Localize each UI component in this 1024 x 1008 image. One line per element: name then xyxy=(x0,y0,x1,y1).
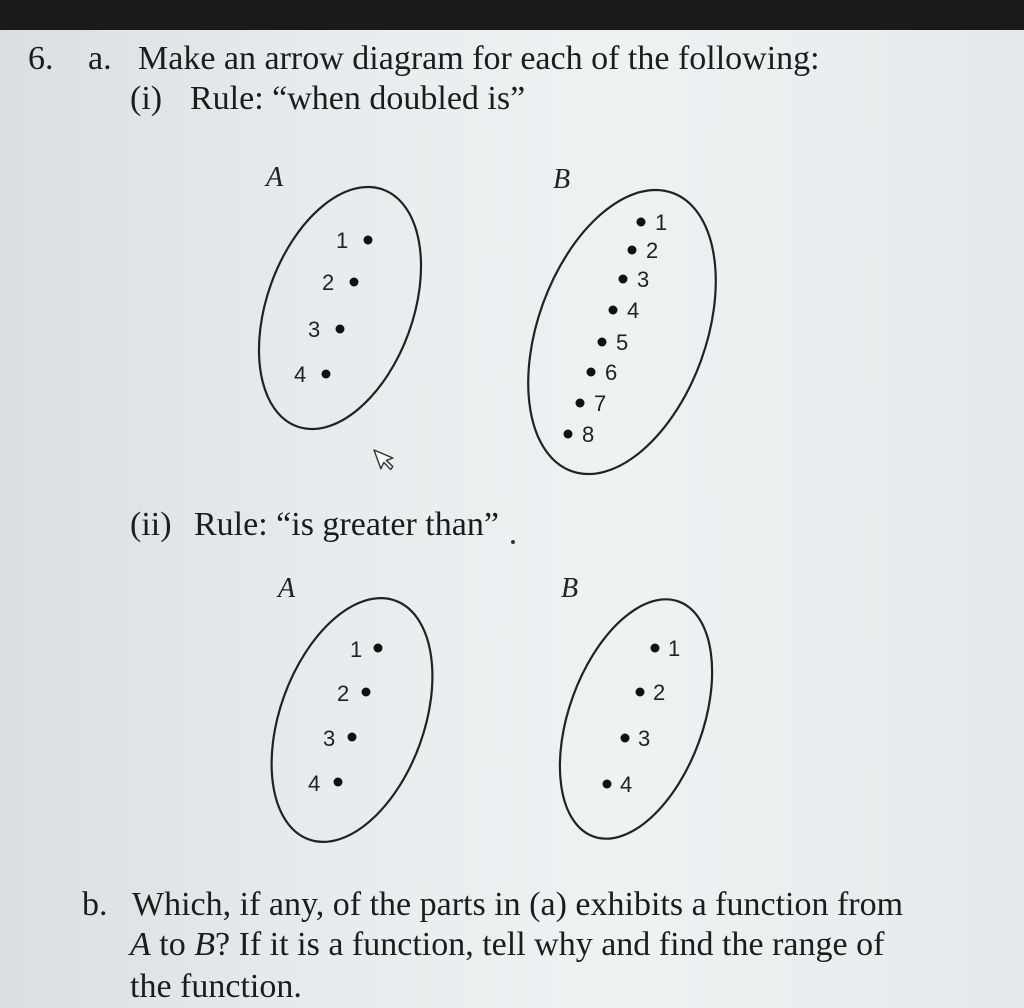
set-b-label: 4 xyxy=(620,772,633,797)
set-b-label: 1 xyxy=(668,636,681,661)
set-b-label: 3 xyxy=(638,726,651,751)
mouse-cursor-icon xyxy=(374,445,396,473)
sub-ii-label: (ii) xyxy=(130,506,172,543)
set-a-point xyxy=(334,778,343,787)
set-a-ellipse xyxy=(241,576,463,864)
set-b-point xyxy=(564,430,573,439)
set-a-point xyxy=(336,325,345,334)
set-b-point xyxy=(651,644,660,653)
part-a-prompt: Make an arrow diagram for each of the following: xyxy=(138,40,820,77)
set-a-point xyxy=(374,644,383,653)
part-b-line2-rest: ? If it is a function, tell why and find the range of xyxy=(215,926,885,963)
set-b-point xyxy=(587,368,596,377)
sub-ii-rule: Rule: “is greater than” xyxy=(194,506,499,543)
set-a-point xyxy=(350,278,359,287)
set-a-name: A xyxy=(266,162,284,193)
set-b-elements xyxy=(603,636,681,797)
sub-i-rule: Rule: “when doubled is” xyxy=(190,80,526,117)
set-b-point xyxy=(637,218,646,227)
set-b-label: 6 xyxy=(605,360,618,385)
set-b-label: 1 xyxy=(655,210,668,235)
set-b-label: 2 xyxy=(646,238,659,263)
set-b-label: 7 xyxy=(594,391,607,416)
set-a-label: 2 xyxy=(337,681,350,706)
problem-number: 6. xyxy=(28,40,54,77)
set-a-name: A xyxy=(278,573,296,604)
part-b-line1: Which, if any, of the parts in (a) exhibits a function from xyxy=(132,886,904,923)
set-b-point xyxy=(621,734,630,743)
set-b-point xyxy=(603,780,612,789)
diagram-ii xyxy=(241,573,742,864)
set-b-name: B xyxy=(553,164,571,195)
set-a-point xyxy=(322,370,331,379)
set-a-label: 4 xyxy=(308,771,321,796)
set-a-label: 2 xyxy=(322,270,335,295)
set-a-elements xyxy=(308,637,383,796)
set-a-label: 1 xyxy=(336,228,349,253)
set-a-label: 4 xyxy=(294,362,307,387)
set-a-label: 3 xyxy=(308,317,321,342)
set-b-label: 4 xyxy=(627,298,640,323)
set-b-point xyxy=(636,688,645,697)
set-a-point xyxy=(348,733,357,742)
set-b-label: 5 xyxy=(616,330,629,355)
set-b-ref: B xyxy=(194,926,216,963)
set-b-point xyxy=(628,246,637,255)
part-a-letter: a. xyxy=(88,40,112,77)
sub-i-label: (i) xyxy=(130,80,163,117)
set-b-label: 8 xyxy=(582,422,595,447)
set-a-ref: A xyxy=(130,926,151,963)
set-b-elements xyxy=(564,210,668,447)
set-a-ellipse xyxy=(228,165,451,452)
set-a-point xyxy=(362,688,371,697)
diagram-i xyxy=(228,162,751,500)
set-a-label: 3 xyxy=(323,726,336,751)
set-a-elements xyxy=(294,228,373,387)
set-a-point xyxy=(364,236,373,245)
part-b-letter: b. xyxy=(82,886,108,923)
part-b-line2-to: to xyxy=(150,926,195,963)
part-b-line3: the function. xyxy=(130,968,302,1005)
set-b-point xyxy=(576,399,585,408)
set-b-ellipse xyxy=(530,579,741,860)
stray-dot xyxy=(511,540,515,544)
set-a-label: 1 xyxy=(350,637,363,662)
set-b-point xyxy=(598,338,607,347)
set-b-name: B xyxy=(561,573,579,604)
set-b-point xyxy=(609,306,618,315)
set-b-point xyxy=(619,275,628,284)
set-b-label: 3 xyxy=(637,267,650,292)
set-b-label: 2 xyxy=(653,680,666,705)
